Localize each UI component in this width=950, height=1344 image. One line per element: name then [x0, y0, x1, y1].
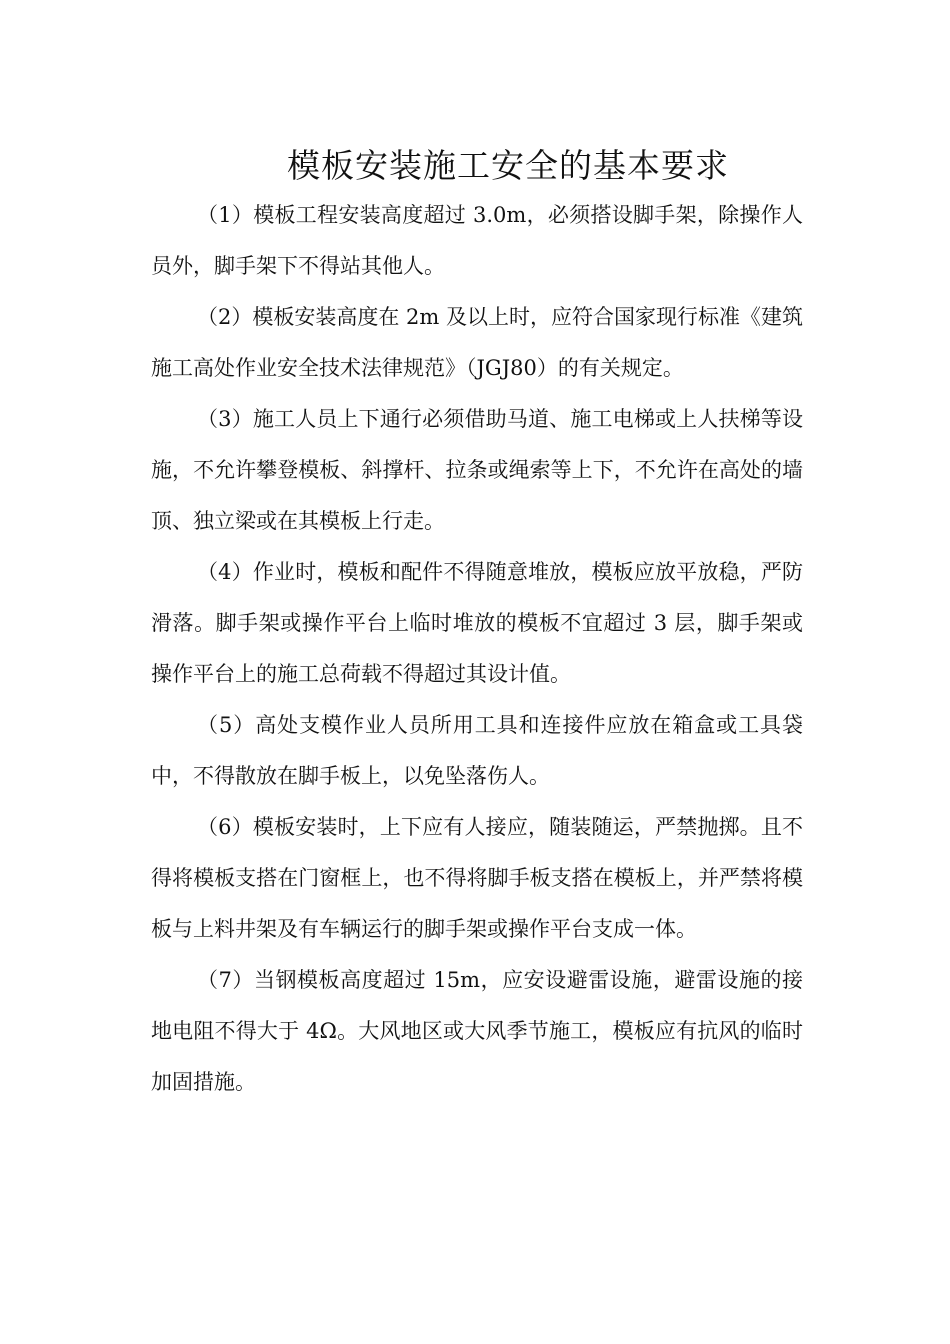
paragraph-5: （5）高处支模作业人员所用工具和连接件应放在箱盒或工具袋中，不得散放在脚手板上，以免坠落伤人。	[151, 713, 803, 788]
paragraph-1: （1）模板工程安装高度超过 3.0m，必须搭设脚手架，除操作人员外，脚手架下不得站其他人。	[151, 203, 803, 278]
paragraph-4: （4）作业时，模板和配件不得随意堆放，模板应放平放稳，严防滑落。脚手架或操作平台上临时堆放的模板不宜超过 3 层，脚手架或操作平台上的施工总荷载不得超过其设计值。	[151, 560, 803, 686]
document-body	[151, 190, 803, 1108]
document-title: 模板安装施工安全的基本要求	[287, 146, 729, 186]
paragraph-6: （6）模板安装时，上下应有人接应，随装随运，严禁抛掷。且不得将模板支搭在门窗框上，也不得将脚手板支搭在模板上，并严禁将模板与上料井架及有车辆运行的脚手架或操作平台支成一体。	[151, 815, 803, 941]
paragraph-7: （7）当钢模板高度超过 15m，应安设避雷设施，避雷设施的接地电阻不得大于 4Ω。大风地区或大风季节施工，模板应有抗风的临时加固措施。	[151, 968, 803, 1094]
paragraph-3: （3）施工人员上下通行必须借助马道、施工电梯或上人扶梯等设施，不允许攀登模板、斜撑杆、拉条或绳索等上下，不允许在高处的墙顶、独立梁或在其模板上行走。	[151, 407, 803, 533]
paragraph-2: （2）模板安装高度在 2m 及以上时，应符合国家现行标准《建筑施工高处作业安全技术法律规范》（JGJ80）的有关规定。	[151, 305, 803, 380]
